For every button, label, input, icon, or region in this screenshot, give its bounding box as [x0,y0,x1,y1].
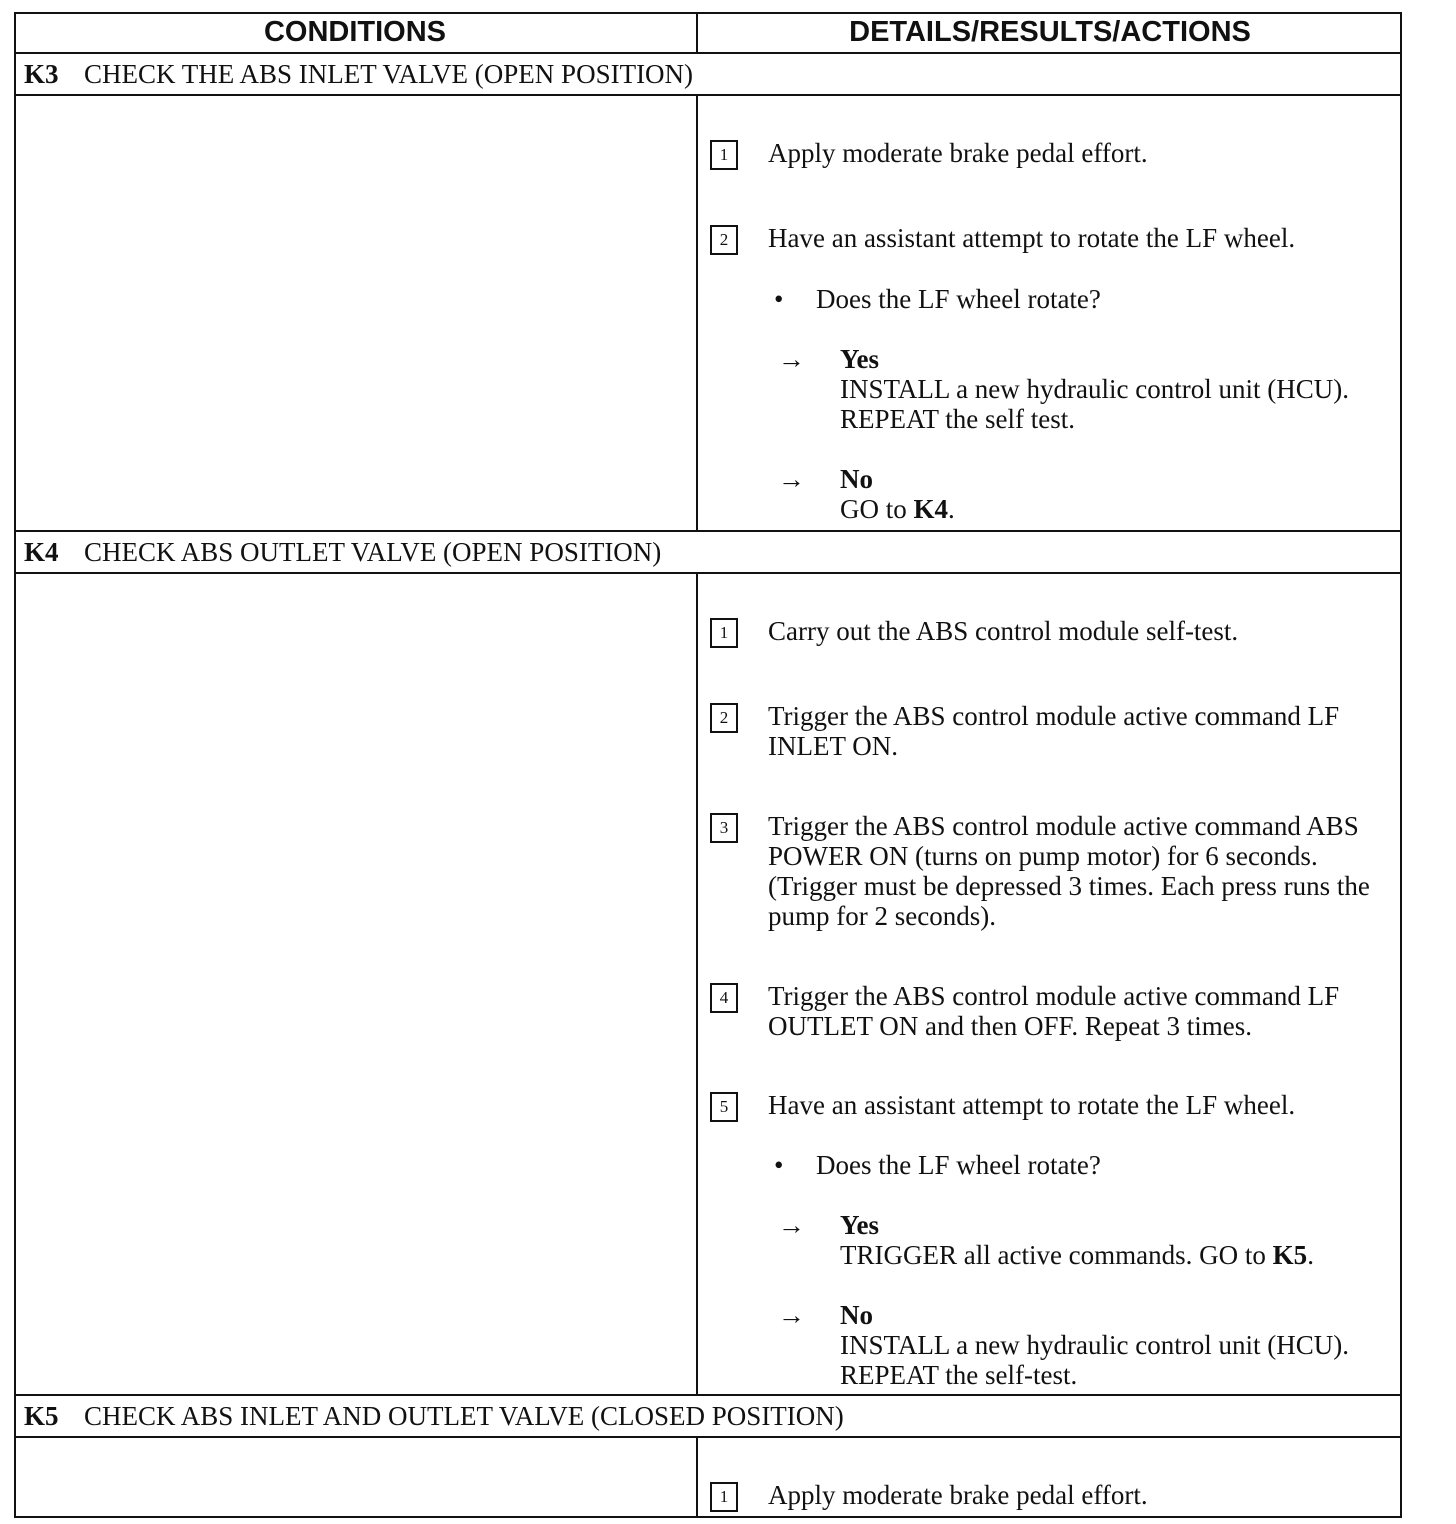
section-title-text: CHECK THE ABS INLET VALVE (OPEN POSITION) [84,58,694,89]
step-text: Carry out the ABS control module self-test. [768,616,1239,646]
step-text: Have an assistant attempt to rotate the LF wheel. [768,223,1296,253]
step-text: Apply moderate brake pedal effort. [768,1480,1148,1510]
step-number: 1 [710,1482,738,1512]
conditions-cell [14,574,698,1394]
yes-label: Yes [840,1210,879,1240]
question-text: Does the LF wheel rotate? [816,284,1101,314]
section-id: K3 [24,58,59,89]
step-text: Have an assistant attempt to rotate the LF wheel. [768,1090,1296,1120]
yes-label: Yes [840,344,879,374]
step-number: 2 [710,703,738,733]
arrow-right-icon: → [778,1210,805,1240]
question-text: Does the LF wheel rotate? [816,1150,1101,1180]
step-number: 1 [710,140,738,170]
procedure-table [14,12,1402,1518]
go-to-ref[interactable]: K5 [1272,1240,1308,1270]
section-k3-body [14,96,1402,532]
step-number: 4 [710,983,738,1013]
conditions-cell [14,96,698,530]
section-k5-body [14,1438,1402,1518]
step-number: 2 [710,225,738,255]
details-cell [698,574,1402,1394]
conditions-header: CONDITIONS [14,12,698,52]
no-action: INSTALL a new hydraulic control unit (HCU). REPEAT the self-test. [840,1330,1349,1390]
details-header: DETAILS/RESULTS/ACTIONS [849,15,1251,48]
arrow-right-icon: → [778,464,805,494]
section-k4-title [14,532,1402,574]
no-label: No [840,1300,873,1330]
section-title-text: CHECK ABS INLET AND OUTLET VALVE (CLOSED POSITION) [84,1400,844,1431]
section-id: K4 [24,536,59,567]
arrow-right-icon: → [778,1300,805,1330]
step-number: 3 [710,813,738,843]
table-header [14,12,1402,54]
conditions-cell [14,1438,698,1518]
section-k5-title [14,1396,1402,1438]
step-number: 5 [710,1092,738,1122]
section-k4-body [14,574,1402,1396]
details-cell [698,1438,1402,1518]
step-text: Apply moderate brake pedal effort. [768,138,1148,168]
details-cell [698,96,1402,530]
bullet-icon: • [774,1150,784,1180]
arrow-right-icon: → [778,344,805,374]
no-action: GO to K4. [840,494,955,524]
section-k3-title [14,54,1402,96]
go-to-ref[interactable]: K4 [913,494,949,524]
bullet-icon: • [774,284,784,314]
yes-action: TRIGGER all active commands. GO to K5. [840,1240,1314,1270]
no-label: No [840,464,873,494]
section-id: K5 [24,1400,59,1431]
step-text: Trigger the ABS control module active command ABS POWER ON (turns on pump motor) for 6 seconds. (Trigger must be depressed 3 times. Each press runs the pump for 2 seconds). [768,811,1370,931]
step-text: Trigger the ABS control module active command LF OUTLET ON and then OFF. Repeat 3 times. [768,981,1340,1041]
yes-action: INSTALL a new hydraulic control unit (HCU). REPEAT the self test. [840,374,1349,434]
step-text: Trigger the ABS control module active command LF INLET ON. [768,701,1340,761]
step-number: 1 [710,618,738,648]
section-title-text: CHECK ABS OUTLET VALVE (OPEN POSITION) [84,536,662,567]
